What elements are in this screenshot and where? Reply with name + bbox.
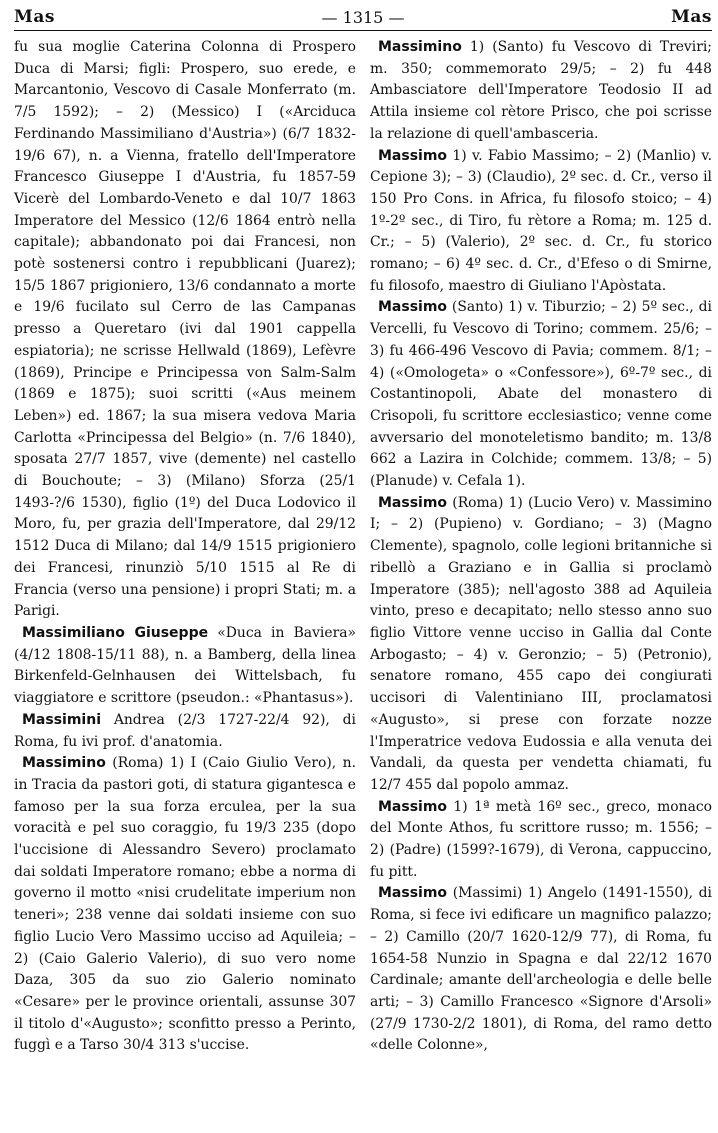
entry-headword: Massimino: [378, 39, 462, 55]
entry-headword: Massimo: [378, 494, 448, 511]
entry-headword: Massimo: [378, 147, 448, 164]
entry-body: (Roma) 1) (Lucio Vero) v. Massimino I; – 2) (Pupieno) v. Gordiano; – 3) (Magno Clemente), spagnolo, colle legioni britanniche si ribellò a Graziano e in Gallia si proclamò Imperatore (385); nell'agosto 388 ad Aquileia vinto, preso e decapitato; nello stesso anno suo figlio Vittore venne ucciso in Gallia dal Conte Arbogasto; – 4) v. Geronzio; – 5) (Petronio), senatore romano, 455 capo dei congiurati uccisori di Valentiniano III, proclamatosi «Augusto», si prese con forzate nozze l'Imperatrice vedova Eudossia e alla venuta dei Vandali, da questa per vendetta chiamati, fu 12/7 455 dal popolo ammaz.: [370, 494, 712, 793]
entry-massimo-roma: [370, 493, 712, 797]
entry-massimo: [370, 146, 712, 298]
entry-massimino-roma: [14, 753, 356, 1057]
page-header: [14, 4, 712, 31]
right-column: [370, 37, 712, 1057]
entry-massimo-monaco: [370, 797, 712, 884]
entry-headword: Massimiliano Giuseppe: [22, 624, 209, 641]
entry-massimino: [370, 37, 712, 146]
entry-body: 1) (Santo) fu Vescovo di Treviri; m. 350; commemorato 29/5; – 2) fu 448 Ambasciatore dell'Imperatore Teodosio II ad Attila insieme col rètore Prisco, che poi scrisse la relazione di quell'ambasceria.: [370, 39, 712, 142]
entry-massimiliano-giuseppe: [14, 623, 356, 710]
header-right-word: Mas: [671, 7, 712, 27]
entry-massimini: [14, 710, 356, 753]
entry-headword: Massimo: [378, 798, 448, 815]
entry-headword: Massimini: [22, 711, 101, 728]
header-left-word: Mas: [14, 7, 55, 27]
entry-body: 1) v. Fabio Massimo; – 2) (Manlio) v. Cepione 3); – 3) (Claudio), 2º sec. d. Cr., verso il 150 Pro Cons. in Africa, fu filosofo stoico; – 4) 1º-2º sec., di Tiro, fu rètore a Roma; m. 125 d. Cr.; – 5) (Valerio), 2º sec. d. Cr., fu storico romano; – 6) 4º sec. d. Cr., d'Efeso o di Smirne, fu filosofo, maestro di Giuliano l'Apòstata.: [370, 147, 712, 294]
entry-body: «Duca in Baviera» (4/12 1808-15/11 88), n. a Bamberg, della linea Birkenfeld-Gelnhausen dei Wittelsbach, fu viaggiatore e scrittore (pseudon.: «Phantasus»).: [14, 624, 356, 707]
entry-body: (Massimi) 1) Angelo (1491-1550), di Roma, si fece ivi edificare un magnifico palazzo; – 2) Camillo (20/7 1620-12/9 77), di Roma, fu 1654-58 Nunzio in Spagna e dal 22/12 1670 Cardinale; amante dell'archeologia e delle belle arti; – 3) Camillo Francesco «Signore d'Arsoli» (27/9 1730-2/2 1801), di Roma, del ramo detto «delle Colonne»,: [370, 885, 712, 1054]
page-number: — 1315 —: [321, 7, 405, 27]
left-column: [14, 37, 356, 1057]
entry-headword: Massimo: [378, 299, 448, 316]
entry-massimo-massimi: [370, 883, 712, 1057]
text-columns: [14, 37, 712, 1057]
entry-body: (Santo) 1) v. Tiburzio; – 2) 5º sec., di Vercelli, fu Vescovo di Torino; commem. 25/6; – 3) fu 466-496 Vescovo di Pavia; commem. 8/1; – 4) («Omologeta» o «Confessore»), 6º-7º sec., di Costantinopoli, Abate del monastero di Crisopoli, fu scrittore ecclesiastico; venne come avversario del monoteletismo bandito; m. 13/8 662 a Lazira in Colchide; commem. 13/8; – 5) (Planude) v. Cefala 1).: [370, 299, 712, 490]
entry-body: 1) 1ª metà 16º sec., greco, monaco del Monte Athos, fu scrittore russo; m. 1556; – 2) (Padre) (1599?-1679), di Verona, cappuccino, fu pitt.: [370, 798, 712, 880]
entry-body: Andrea (2/3 1727-22/4 92), di Roma, fu ivi prof. d'anatomia.: [14, 711, 356, 750]
entry-massimo-santo: [370, 297, 712, 492]
entry-headword: Massimino: [22, 755, 106, 772]
entry-headword: Massimo: [378, 885, 448, 902]
entry-continuation: fu sua moglie Caterina Colonna di Prospero Duca di Marsi; figli: Prospero, suo erede, e Marcantonio, Vescovo di Casale Monferrato (m. 7/5 1592); – 2) (Messico) I («Arciduca Ferdinando Massimiliano d'Austria») (6/7 1832-19/6 67), n. a Vienna, fratello dell'Imperatore Francesco Giuseppe I d'Austria, fu 1857-59 Vicerè del Lombardo-Veneto e dal 10/7 1863 Imperatore del Messico (12/6 1864 entrò nella capitale); abbandonato poi dai Francesi, non potè sostenersi contro i repubblicani (Juarez); 15/5 1867 prigioniero, 13/6 condannato a morte e 19/6 fucilato sul Cerro de las Campanas presso a Queretaro (ivi dal 1901 cappella espiatoria); ne scrisse Hellwald (1869), Lefèvre (1869), Principe e Principessa von Salm-Salm (1869 e 1875); suoi scritti («Aus meinem Leben») ed. 1867; la sua misera vedova Maria Carlotta «Principessa del Belgio» (n. 7/6 1840), sposata 27/7 1857, vive (demente) nel castello di Bouchoute; – 3) (Milano) Sforza (25/1 1493-?/6 1530), figlio (1º) del Duca Lodovico il Moro, fu, per grazia dell'Imperatore, dal 29/12 1512 Duca di Milano; dal 14/9 1515 prigioniero dei Francesi, rinunziò 5/10 1515 al Re di Francia (verso una pensione) i propri Stati; m. a Parigi.: [14, 39, 356, 620]
entry-body: (Roma) 1) I (Caio Giulio Vero), n. in Tracia da pastori goti, di statura gigantesca e famoso per la sua forza erculea, per la sua voracità e pel suo coraggio, fu 19/3 235 (dopo l'uccisione di Alessandro Severo) proclamato dai soldati Imperatore romano; ebbe a norma di governo il motto «nisi crudelitate imperium non teneri»; 238 venne dai soldati insieme con suo figlio Lucio Vero Massimo ucciso ad Aquileia; – 2) (Caio Galerio Valerio), di suo vero nome Daza, 305 da suo zio Galerio nominato «Cesare» per le province orientali, assunse 307 il titolo d'«Augusto»; sconfitto presso a Perinto, fuggì e a Tarso 30/4 313 s'uccise.: [14, 755, 356, 1054]
